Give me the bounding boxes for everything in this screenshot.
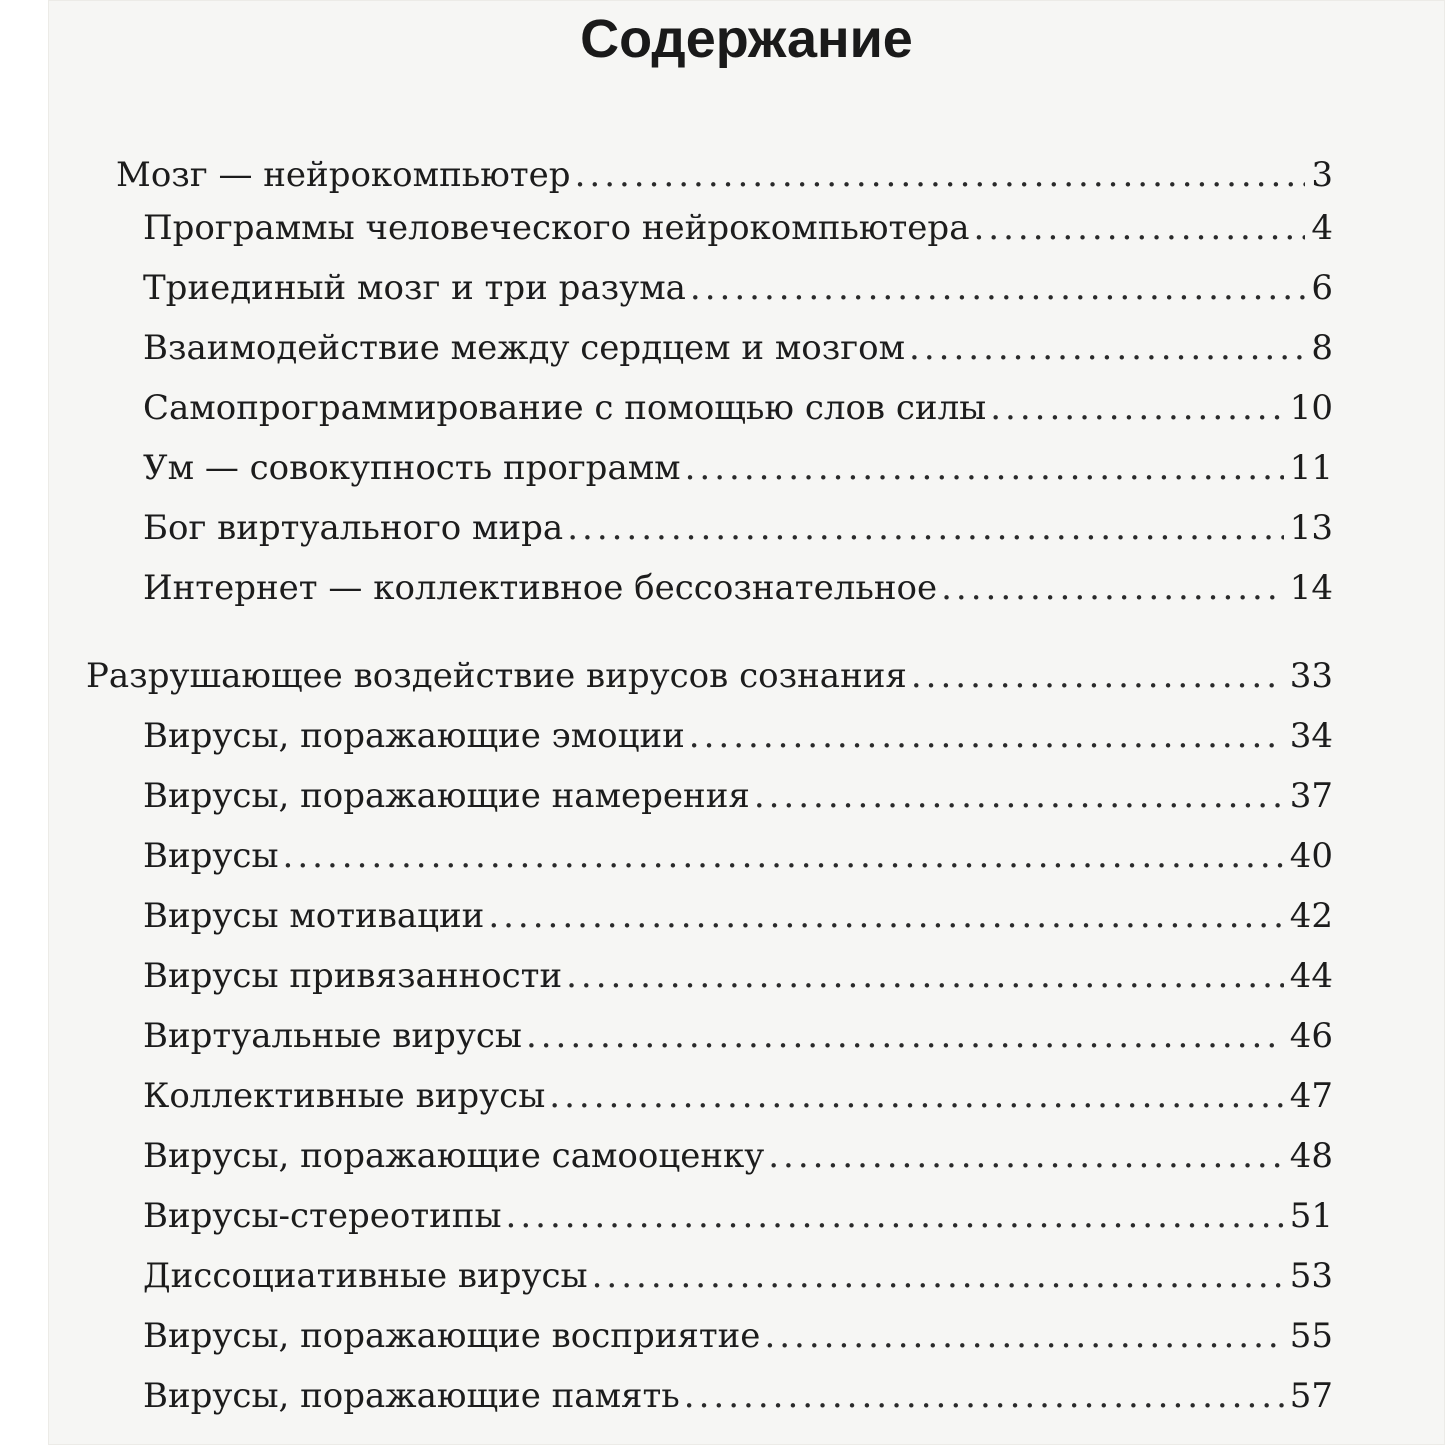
- dot-leader: [488, 896, 1283, 936]
- toc-entry[interactable]: [143, 956, 1333, 1004]
- toc-entry-page: 14: [1289, 568, 1333, 608]
- dot-leader: [768, 1136, 1283, 1176]
- dot-leader: [526, 1016, 1284, 1056]
- toc-entry[interactable]: [143, 508, 1333, 556]
- toc-entry[interactable]: [143, 1376, 1333, 1424]
- toc-entry-page: 55: [1289, 1316, 1333, 1356]
- toc-entry-label: Коллективные вирусы: [143, 1076, 546, 1116]
- dot-leader: [909, 328, 1305, 368]
- toc-entry-label: Вирусы, поражающие эмоции: [143, 716, 685, 756]
- toc-entry-label: Вирусы, поражающие намерения: [143, 776, 750, 816]
- toc-entry-page: 57: [1289, 1376, 1333, 1416]
- toc-entry[interactable]: [143, 896, 1333, 944]
- toc-entry-page: 4: [1311, 208, 1333, 248]
- toc-entry-page: 40: [1289, 836, 1333, 876]
- toc-entry[interactable]: [143, 448, 1333, 496]
- toc-entry-page: 51: [1289, 1196, 1333, 1236]
- toc-entry[interactable]: [143, 328, 1333, 376]
- toc-entry-page: 33: [1289, 656, 1333, 696]
- toc-entry-label: Вирусы: [143, 836, 279, 876]
- toc-entry-label: Вирусы, поражающие самооценку: [143, 1136, 765, 1176]
- dot-leader: [685, 448, 1284, 488]
- dot-leader: [549, 1076, 1283, 1116]
- toc-entry-label: Вирусы привязанности: [143, 956, 563, 996]
- toc-entry-label: Вирусы, поражающие память: [143, 1376, 680, 1416]
- table-of-contents: [48, 0, 1445, 1445]
- toc-entry-label: Разрушающее воздействие вирусов сознания: [86, 656, 907, 696]
- toc-entry[interactable]: [143, 208, 1333, 256]
- toc-entry[interactable]: [143, 1016, 1333, 1064]
- dot-leader: [973, 208, 1305, 248]
- toc-entry-label: Виртуальные вирусы: [143, 1016, 522, 1056]
- dot-leader: [690, 268, 1305, 308]
- toc-entry-page: 42: [1289, 896, 1333, 936]
- toc-entry-label: Диссоциативные вирусы: [143, 1256, 588, 1296]
- toc-entry-page: 8: [1311, 328, 1333, 368]
- dot-leader: [566, 956, 1284, 996]
- dot-leader: [754, 776, 1284, 816]
- toc-entry-page: 37: [1289, 776, 1333, 816]
- toc-entry-page: 13: [1289, 508, 1333, 548]
- toc-entry[interactable]: [143, 1256, 1333, 1304]
- page-title: Содержание: [580, 9, 913, 69]
- dot-leader: [911, 656, 1284, 696]
- toc-entry[interactable]: [143, 776, 1333, 824]
- dot-leader: [941, 568, 1284, 608]
- dot-leader: [592, 1256, 1284, 1296]
- toc-entry-page: 3: [1311, 155, 1333, 195]
- toc-entry-page: 46: [1289, 1016, 1333, 1056]
- toc-entry-label: Триединый мозг и три разума: [143, 268, 686, 308]
- toc-entry-page: 44: [1289, 956, 1333, 996]
- dot-leader: [506, 1196, 1284, 1236]
- toc-entry-label: Мозг — нейрокомпьютер: [116, 155, 571, 195]
- toc-entry-label: Ум — совокупность программ: [143, 448, 681, 488]
- dot-leader: [567, 508, 1284, 548]
- toc-entry[interactable]: [86, 656, 1333, 704]
- book-page: [48, 0, 1445, 1445]
- toc-entry[interactable]: [143, 1196, 1333, 1244]
- toc-entry[interactable]: [143, 1316, 1333, 1364]
- dot-leader: [990, 388, 1283, 428]
- toc-entry-label: Программы человеческого нейрокомпьютера: [143, 208, 970, 248]
- toc-entry[interactable]: [116, 155, 1333, 203]
- toc-entry-label: Вирусы, поражающие восприятие: [143, 1316, 761, 1356]
- toc-entry-page: 53: [1289, 1256, 1333, 1296]
- toc-entry-page: 47: [1289, 1076, 1333, 1116]
- toc-entry-page: 11: [1289, 448, 1333, 488]
- toc-entry-page: 10: [1289, 388, 1333, 428]
- toc-entry-page: 6: [1311, 268, 1333, 308]
- dot-leader: [764, 1316, 1283, 1356]
- toc-entry-page: 48: [1289, 1136, 1333, 1176]
- toc-entry[interactable]: [143, 836, 1333, 884]
- toc-entry[interactable]: [143, 568, 1333, 616]
- toc-entry[interactable]: [143, 388, 1333, 436]
- toc-entry[interactable]: [143, 1076, 1333, 1124]
- toc-entry-label: Вирусы-стереотипы: [143, 1196, 502, 1236]
- toc-entry[interactable]: [143, 268, 1333, 316]
- toc-entry-label: Вирусы мотивации: [143, 896, 485, 936]
- toc-entry-label: Взаимодействие между сердцем и мозгом: [143, 328, 906, 368]
- toc-entry-label: Бог виртуального мира: [143, 508, 564, 548]
- toc-entry[interactable]: [143, 716, 1333, 764]
- dot-leader: [684, 1376, 1284, 1416]
- toc-entry[interactable]: [143, 1136, 1333, 1184]
- dot-leader: [689, 716, 1284, 756]
- toc-entry-label: Интернет — коллективное бессознательное: [143, 568, 938, 608]
- toc-entry-page: 34: [1289, 716, 1333, 756]
- dot-leader: [575, 155, 1306, 195]
- dot-leader: [283, 836, 1284, 876]
- toc-entry-label: Самопрограммирование с помощью слов силы: [143, 388, 987, 428]
